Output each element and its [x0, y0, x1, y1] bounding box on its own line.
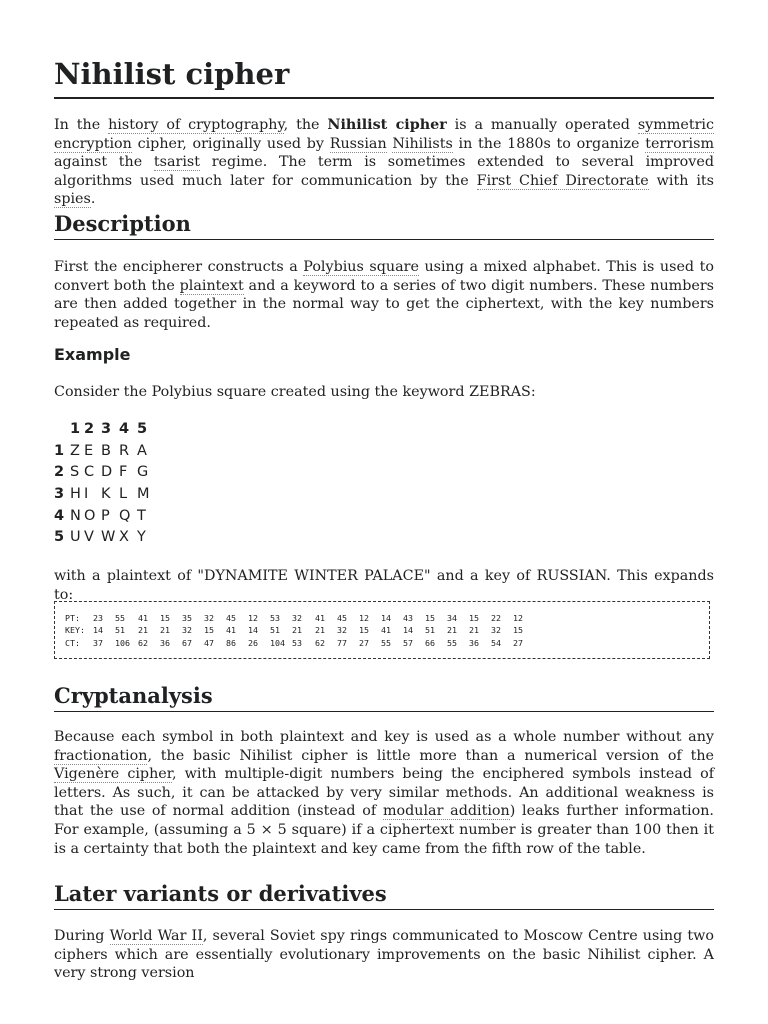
link-tsarist[interactable]: tsarist [153, 154, 200, 171]
square-row-header: 5 [54, 529, 65, 546]
square-col-header: 3 [101, 421, 112, 437]
square-cell: F [119, 464, 128, 481]
code-value: 55 [115, 613, 125, 623]
code-value: 106 [115, 637, 130, 648]
square-cell: G [137, 464, 149, 481]
code-value: 45 [226, 613, 236, 623]
code-value: 53 [292, 637, 302, 648]
code-value: 86 [226, 637, 236, 648]
square-col-header: 2 [84, 421, 95, 437]
code-value: 41 [226, 625, 236, 636]
square-cell: U [70, 529, 81, 546]
link-first-chief-directorate[interactable]: First Chief Directorate [476, 172, 649, 189]
code-row-label: CT: [65, 637, 80, 648]
code-value: 21 [469, 625, 479, 636]
title-divider [54, 97, 714, 99]
link-vigenere-cipher[interactable]: Vigenère cipher [54, 766, 173, 783]
code-value: 35 [182, 613, 192, 623]
code-value: 43 [403, 613, 413, 623]
square-cell: B [101, 442, 111, 459]
square-cell: Z [70, 442, 80, 459]
code-value: 14 [381, 613, 391, 623]
code-value: 32 [292, 613, 302, 623]
intro-text: , the [283, 117, 328, 133]
square-cell: V [84, 529, 94, 546]
square-row [54, 441, 153, 463]
code-value: 21 [315, 625, 325, 636]
square-cell: H [70, 486, 81, 503]
link-symmetric[interactable]: symmetric [637, 117, 714, 133]
square-cell: X [119, 529, 129, 546]
code-value: 27 [359, 637, 369, 648]
intro-text: is a manually operated [446, 117, 638, 133]
code-value: 62 [315, 637, 325, 648]
code-value: 37 [93, 637, 103, 648]
code-value: 27 [513, 637, 523, 648]
square-row [54, 506, 153, 528]
code-value: 32 [337, 625, 347, 636]
link-world-war-ii[interactable]: World War II [109, 928, 203, 944]
code-block [54, 601, 710, 659]
square-cell: A [137, 442, 147, 459]
code-value: 53 [270, 613, 280, 623]
square-row [54, 484, 153, 506]
code-value: 21 [160, 625, 170, 636]
intro-text: . [90, 191, 96, 208]
code-value: 55 [381, 637, 391, 648]
code-row-label: PT: [65, 613, 80, 623]
code-value: 26 [248, 637, 258, 648]
square-header-row [54, 419, 153, 441]
square-row-header: 2 [54, 464, 65, 481]
description-text: First the encipherer constructs a [54, 259, 304, 275]
link-spies[interactable]: spies [54, 191, 91, 208]
code-value: 14 [403, 625, 413, 636]
polybius-square [54, 419, 153, 549]
intro-text: against the [54, 154, 154, 171]
link-nihilists[interactable]: Nihilists [392, 135, 453, 152]
intro-text: In the [54, 117, 109, 133]
code-value: 15 [204, 625, 214, 636]
square-cell: O [84, 507, 96, 524]
code-value: 14 [248, 625, 258, 636]
square-row [54, 527, 153, 549]
example-after: with a plaintext of "DYNAMITE WINTER PALACE" and a key of RUSSIAN. This expands to: [54, 568, 714, 603]
code-row [65, 637, 709, 649]
intro-text: regime. The term is sometimes extended to several improved algorithms used much later for communication by the [54, 154, 714, 189]
cryptanalysis-text: ) leaks further information. For example, (assuming a 5 × 5 square) if a ciphertext number is greater than 100 then it is a certainty that both the plaintext and key came from the fifth row of the table. [54, 803, 714, 857]
section-heading-later-variants: Later variants or derivatives [54, 881, 387, 906]
link-history-of-cryptography[interactable]: history of cryptography [108, 117, 284, 133]
square-cell: K [101, 486, 111, 503]
code-value: 36 [469, 637, 479, 648]
code-value: 15 [425, 613, 435, 623]
square-cell: S [70, 464, 80, 481]
code-value: 54 [491, 637, 501, 648]
later-variants-divider [54, 909, 714, 910]
square-cell: I [84, 486, 89, 503]
example-intro: Consider the Polybius square created using the keyword ZEBRAS: [54, 384, 536, 400]
link-encryption[interactable]: encryption [54, 135, 132, 152]
code-value: 45 [337, 613, 347, 623]
square-row-header: 1 [54, 442, 65, 459]
code-value: 77 [337, 637, 347, 648]
description-text: using a mixed alphabet. This is used to convert both the [54, 259, 714, 294]
code-value: 36 [160, 637, 170, 648]
code-value: 23 [93, 613, 103, 623]
link-terrorism[interactable]: terrorism [645, 135, 715, 152]
cryptanalysis-paragraph [54, 728, 714, 858]
code-row [65, 624, 709, 636]
code-value: 51 [270, 625, 280, 636]
link-fractionation[interactable]: fractionation [54, 747, 148, 764]
square-cell: L [119, 486, 128, 503]
square-cell: Q [119, 507, 131, 524]
square-cell: N [70, 507, 81, 524]
description-paragraph [54, 258, 714, 332]
square-cell: E [84, 442, 94, 459]
code-value: 12 [513, 613, 523, 623]
code-value: 15 [469, 613, 479, 623]
intro-text: in the 1880s to organize [452, 135, 646, 152]
later-variants-text: , several Soviet spy rings communicated to Moscow Centre using two ciphers which are essentially evolutionary improvements on the basic Nihilist cipher. A very strong version [54, 928, 715, 982]
section-heading-cryptanalysis: Cryptanalysis [54, 683, 213, 708]
code-value: 14 [93, 625, 103, 636]
description-divider [54, 239, 714, 240]
later-variants-text: During [54, 928, 110, 944]
square-col-header: 1 [70, 421, 81, 437]
code-value: 32 [204, 613, 214, 623]
cryptanalysis-text: , the basic Nihilist cipher is little more than a numerical version of the [147, 747, 714, 764]
code-value: 21 [292, 625, 302, 636]
square-corner [54, 419, 70, 441]
code-value: 104 [270, 637, 285, 648]
code-value: 55 [447, 637, 457, 648]
square-cell: R [119, 442, 130, 459]
square-cell: C [84, 464, 95, 481]
code-value: 21 [138, 625, 148, 636]
square-row [54, 462, 153, 484]
intro-text: cipher, originally used by [131, 135, 330, 152]
code-value: 47 [204, 637, 214, 648]
cryptanalysis-text: , with multiple-digit numbers being the enciphered symbols instead of letters. As such, it can be attacked by very similar methods. An additional weakness is that the use of normal addition (instead of [54, 766, 715, 820]
code-value: 22 [491, 613, 501, 623]
code-row-label: KEY: [65, 625, 85, 636]
code-value: 51 [115, 625, 125, 636]
square-cell: Y [137, 529, 146, 546]
code-value: 15 [359, 625, 369, 636]
page-title: Nihilist cipher [54, 57, 290, 91]
code-value: 15 [513, 625, 523, 636]
cryptanalysis-divider [54, 711, 714, 712]
code-value: 12 [248, 613, 258, 623]
code-value: 41 [138, 613, 148, 623]
square-cell: D [101, 464, 113, 481]
code-value: 32 [182, 625, 192, 636]
square-row-header: 4 [54, 507, 65, 524]
link-russian[interactable]: Russian [329, 135, 387, 152]
code-value: 66 [425, 637, 435, 648]
code-value: 41 [381, 625, 391, 636]
square-cell: M [137, 486, 150, 503]
code-value: 41 [315, 613, 325, 623]
code-value: 62 [138, 637, 148, 648]
intro-paragraph [54, 116, 714, 209]
code-value: 32 [491, 625, 501, 636]
square-cell: P [101, 507, 110, 524]
code-row [65, 612, 709, 624]
square-col-header: 5 [137, 421, 148, 437]
link-polybius-square[interactable]: Polybius square [303, 259, 419, 275]
code-value: 21 [447, 625, 457, 636]
code-value: 57 [403, 637, 413, 648]
description-text: and a keyword to a series of two digit numbers. These numbers are then added together in the normal way to get the ciphertext, with the key numbers repeated as required. [54, 277, 714, 331]
code-value: 67 [182, 637, 192, 648]
section-heading-description: Description [54, 211, 191, 236]
link-modular-addition[interactable]: modular addition [382, 803, 510, 820]
square-col-header: 4 [119, 421, 130, 437]
subheading-example: Example [54, 345, 131, 364]
code-value: 15 [160, 613, 170, 623]
square-cell: W [101, 529, 116, 546]
code-value: 51 [425, 625, 435, 636]
code-value: 34 [447, 613, 457, 623]
intro-text: with its [648, 172, 715, 189]
square-cell: T [137, 507, 146, 524]
cryptanalysis-text: Because each symbol in both plaintext and key is used as a whole number without any [54, 729, 714, 745]
square-row-header: 3 [54, 486, 65, 503]
bold-term: Nihilist cipher [327, 117, 447, 133]
code-value: 12 [359, 613, 369, 623]
later-variants-paragraph [54, 927, 714, 983]
link-plaintext[interactable]: plaintext [179, 277, 244, 294]
